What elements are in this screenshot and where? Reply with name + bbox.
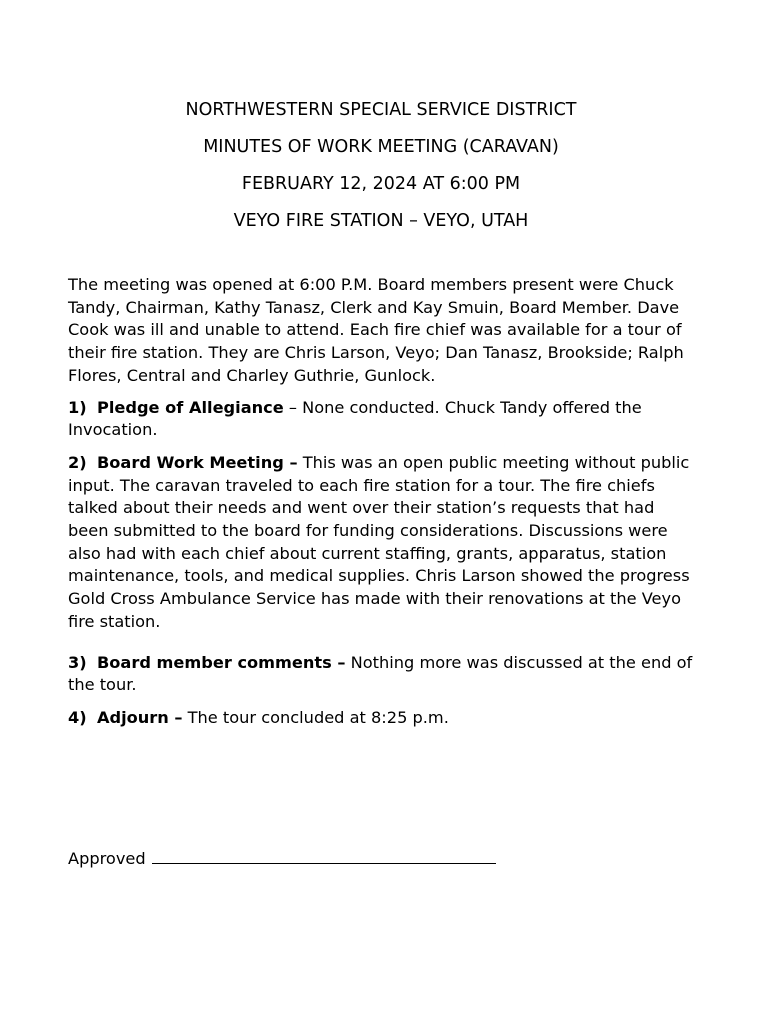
approved-label: Approved: [68, 849, 146, 868]
item-title: Board Work Meeting –: [96, 452, 298, 472]
item-text: – None conducted. Chuck Tandy offered the Invocation.: [68, 397, 642, 440]
item-text: Nothing more was discussed at the end of the tour.: [68, 652, 693, 695]
meeting-location: VEYO FIRE STATION – VEYO, UTAH: [233, 211, 529, 231]
item-text: The tour concluded at 8:25 p.m.: [182, 707, 449, 727]
agenda-item-adjourn: [68, 707, 698, 730]
item-number: 4): [68, 707, 87, 727]
document-header: [0, 92, 770, 240]
item-title: Adjourn –: [96, 707, 183, 727]
item-text: This was an open public meeting without public input. The caravan traveled to each fire station for a tour. The fire chiefs talked about their needs and went over their station’s requests that had been submitted to the board for funding considerations. Discussions were also had with each chief about current staffing, grants, apparatus, station maintenance, tools, and medical supplies. Chris Larson showed the progress Gold Cross Ambulance Service has made with their renovations at the Veyo fire station.: [68, 452, 690, 631]
signature-line: [152, 849, 496, 864]
item-number: 1): [68, 397, 87, 417]
agenda-item-pledge: [68, 397, 698, 442]
item-title: Board member comments –: [96, 652, 346, 672]
agenda-item-board-member-comments: [68, 652, 698, 697]
organization-name: NORTHWESTERN SPECIAL SERVICE DISTRICT: [185, 100, 577, 120]
document-title: MINUTES OF WORK MEETING (CARAVAN): [203, 137, 559, 157]
approval-line: [68, 848, 496, 870]
item-number: 2): [68, 452, 87, 472]
item-title: Pledge of Allegiance: [96, 397, 284, 417]
agenda-item-board-work-meeting: [68, 452, 698, 634]
intro-paragraph: The meeting was opened at 6:00 P.M. Board members present were Chuck Tandy, Chairman, Kathy Tanasz, Clerk and Kay Smuin, Board Member. Dave Cook was ill and unable to attend. Each fire chief was available for a tour of their fire station. They are Chris Larson, Veyo; Dan Tanasz, Brookside; Ralph Flores, Central and Charley Guthrie, Gunlock.: [68, 275, 684, 385]
item-number: 3): [68, 652, 87, 672]
meeting-date-time: FEBRUARY 12, 2024 AT 6:00 PM: [241, 174, 521, 194]
minutes-body: [68, 274, 698, 740]
